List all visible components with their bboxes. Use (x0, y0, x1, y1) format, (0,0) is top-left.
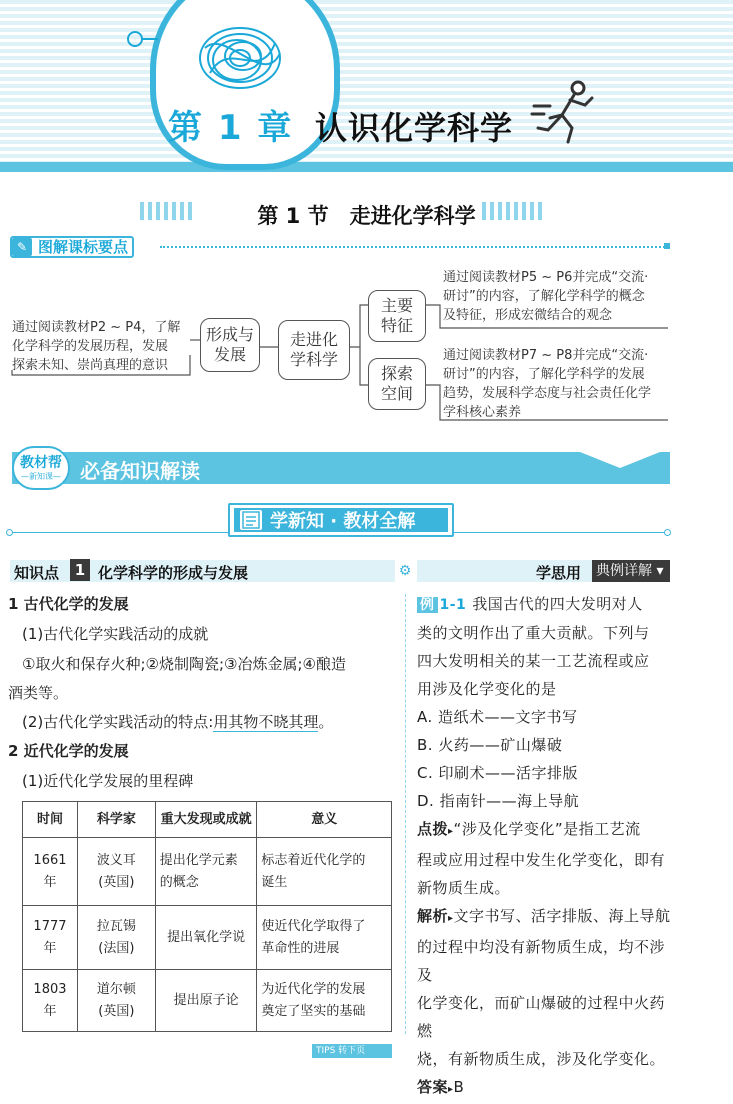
answer-value: B (453, 1078, 465, 1096)
answer-label: 答案 (417, 1078, 449, 1096)
explore-text (443, 346, 673, 422)
meaning-line-1: 为近代化学的发展 (261, 981, 366, 997)
table-cell-achievement (155, 838, 257, 906)
knowledge-label: 知识点 (14, 564, 60, 582)
ancient-feature-prefix: (2)古代化学实践活动的特点: (22, 713, 214, 731)
gear-icon: ⚙ (398, 563, 412, 579)
hint-1: “涉及化学变化”是指工艺流 (453, 820, 641, 838)
hint-2: 程或应用过程中发生化学变化，即有 (417, 851, 666, 869)
knowledge-title: 化学科学的形成与发展 (98, 564, 249, 582)
outline-left-line-2: 化学科学的发展历程，发展 (12, 339, 169, 354)
scribble-icon (185, 18, 295, 98)
line-dot-left (6, 529, 13, 536)
table-cell-scientist (77, 838, 155, 906)
table-header-meaning: 意义 (257, 802, 392, 838)
example-tag: 例 (417, 597, 438, 613)
node-feature-line-2: 特征 (380, 316, 413, 335)
solution-arrow-icon: ▸ (448, 913, 454, 924)
example-q2: 类的文明作出了重大贡献。下列与 (417, 624, 650, 642)
scientist-name: 波义耳 (96, 852, 136, 868)
achievement-line-2: 的概念 (159, 874, 199, 890)
table-cell-meaning (257, 970, 392, 1032)
example-q4: 用涉及化学变化的是 (417, 680, 557, 698)
meaning-line-1: 使近代化学取得了 (261, 918, 366, 934)
jiaocaibang-title: 必备知识解读 (80, 459, 200, 483)
lightbulb-icon (120, 25, 160, 55)
milestone-table (22, 801, 392, 1032)
outline-left-line-1: 通过阅读教材P2 ~ P4，了解 (12, 320, 181, 335)
ancient-subhead: (1)古代化学实践活动的成就 (22, 625, 209, 643)
table-row (23, 838, 392, 906)
table-cell-meaning (257, 838, 392, 906)
scientist-name: 道尔顿 (96, 981, 136, 997)
xuexinzhi-title: 学新知 · 教材全解 (270, 511, 416, 532)
scientist-country: (英国) (98, 1003, 135, 1019)
node-formation-line-2: 发展 (213, 345, 246, 364)
ancient-feature-suffix: 。 (318, 713, 334, 731)
table-cell-achievement (155, 970, 257, 1032)
table-cell-achievement (155, 906, 257, 970)
meaning-line-2: 诞生 (261, 874, 288, 890)
table-row (23, 906, 392, 970)
outline-left-text (12, 318, 192, 375)
table-header-scientist: 科学家 (77, 802, 155, 838)
achievement-line-1: 提出原子论 (173, 992, 239, 1008)
section-title: 第 1 节 走进化学科学 (257, 204, 476, 228)
scientist-country: (英国) (98, 874, 135, 890)
table-cell-time: 1777 年 (23, 906, 78, 970)
hint-arrow-icon: ▸ (448, 826, 454, 837)
feature-line-3: 及特征，形成宏微结合的观念 (443, 308, 613, 323)
meaning-line-2: 奠定了坚实的基础 (261, 1003, 366, 1019)
ancient-achievements: ①取火和保存火种;②烧制陶瓷;③冶炼金属;④酿造 (22, 655, 346, 673)
feature-line-2: 研讨”的内容，了解化学科学的概念 (443, 289, 645, 304)
table-cell-scientist (77, 906, 155, 970)
table-cell-meaning (257, 906, 392, 970)
pencil-icon: ✎ (12, 238, 32, 256)
notebook-icon (240, 510, 262, 530)
chapter-number: 第 1 章 (168, 108, 294, 148)
meaning-line-2: 革命性的进展 (261, 940, 340, 956)
ancient-feature-key: 用其物不晓其理 (213, 713, 319, 731)
example-q1: 我国古代的四大发明对人 (472, 595, 643, 613)
node-explore-line-2: 空间 (380, 384, 413, 403)
tips-footer: TIPS 转下页 (312, 1044, 392, 1058)
table-cell-time: 1803 年 (23, 970, 78, 1032)
hint-line-1 (417, 815, 673, 846)
banner-base (0, 162, 733, 172)
outline-left-line-3: 探索未知、崇尚真理的意识 (12, 358, 169, 373)
solution-1: 文字书写、活字排版、海上导航 (453, 907, 671, 925)
example-block (417, 590, 673, 1104)
solution-label: 解析 (417, 907, 449, 925)
chapter-title: 认识化学科学 (315, 109, 514, 147)
xuesiyong-label: 学思用 (536, 564, 582, 582)
table-header-achievement: 重大发现或成就 (155, 802, 257, 838)
scientist-country: (法国) (98, 940, 135, 956)
knowledge-number: 1 (70, 559, 90, 581)
meaning-line-1: 标志着近代化学的 (261, 852, 366, 868)
tag-divider (160, 246, 665, 248)
answer-line (417, 1073, 673, 1104)
option-d: D. 指南针——海上导航 (417, 792, 580, 810)
solution-line-1 (417, 902, 673, 933)
node-formation-line-1: 形成与 (205, 325, 254, 344)
scientist-name: 拉瓦锡 (96, 918, 136, 934)
node-explore (368, 358, 426, 410)
node-center-line-1: 走进化 (289, 330, 338, 349)
heading-ancient: 1 古代化学的发展 (8, 595, 129, 613)
heading-modern: 2 近代化学的发展 (8, 742, 129, 760)
option-c: C. 印刷术——活字排版 (417, 764, 579, 782)
ancient-achievements-cont: 酒类等。 (8, 684, 69, 702)
node-feature-line-1: 主要 (380, 296, 413, 315)
solution-4: 烧，有新物质生成，涉及化学变化。 (417, 1050, 666, 1068)
table-row (23, 970, 392, 1032)
line-dot-right (664, 529, 671, 536)
modern-subhead: (1)近代化学发展的里程碑 (22, 772, 194, 790)
node-explore-line-1: 探索 (380, 364, 413, 383)
hint-3: 新物质生成。 (417, 879, 511, 897)
answer-arrow-icon: ▸ (448, 1084, 454, 1095)
explore-line-2: 研讨”的内容，了解化学科学的发展 (443, 367, 645, 382)
ancient-feature (22, 712, 333, 732)
jiaocaibang-sub: —新知课— (21, 472, 61, 481)
achievement-line-1: 提出氧化学说 (167, 929, 246, 945)
table-header-time: 时间 (23, 802, 78, 838)
jiaocaibang-notch (580, 452, 660, 468)
example-q-line-1 (417, 590, 673, 619)
explore-line-4: 学科核心素养 (443, 405, 522, 420)
node-center (278, 320, 350, 380)
node-formation (200, 318, 260, 372)
node-center-line-2: 学科学 (289, 350, 338, 369)
solution-2: 的过程中均没有新物质生成，均不涉及 (417, 938, 666, 984)
example-q3: 四大发明相关的某一工艺流程或应 (417, 652, 650, 670)
explore-line-1: 通过阅读教材P7 ~ P8并完成“交流· (443, 348, 649, 363)
feature-line-1: 通过阅读教材P5 ~ P6并完成“交流· (443, 270, 649, 285)
example-number: 1-1 (439, 597, 467, 613)
table-header-row (23, 802, 392, 838)
hint-label: 点拨 (417, 820, 449, 838)
node-feature (368, 290, 426, 342)
feature-text (443, 268, 673, 325)
outline-tag: 图解课标要点 (10, 236, 134, 258)
column-divider (405, 594, 406, 1034)
achievement-line-1: 提出化学元素 (159, 852, 238, 868)
explore-line-3: 趋势，发展科学态度与社会责任化学 (443, 386, 652, 401)
table-cell-scientist (77, 970, 155, 1032)
tag-divider-end (664, 243, 670, 249)
table-cell-time: 1661 年 (23, 838, 78, 906)
jiaocaibang-label: 教材帮 (20, 455, 62, 471)
xuesiyong-tag: 典例详解 ▾ (592, 560, 670, 582)
title-bars-right (482, 202, 542, 222)
runner-icon (530, 70, 600, 150)
solution-3: 化学变化，而矿山爆破的过程中火药燃 (417, 994, 666, 1040)
option-b: B. 火药——矿山爆破 (417, 736, 563, 754)
option-a: A. 造纸术——文字书写 (417, 708, 578, 726)
